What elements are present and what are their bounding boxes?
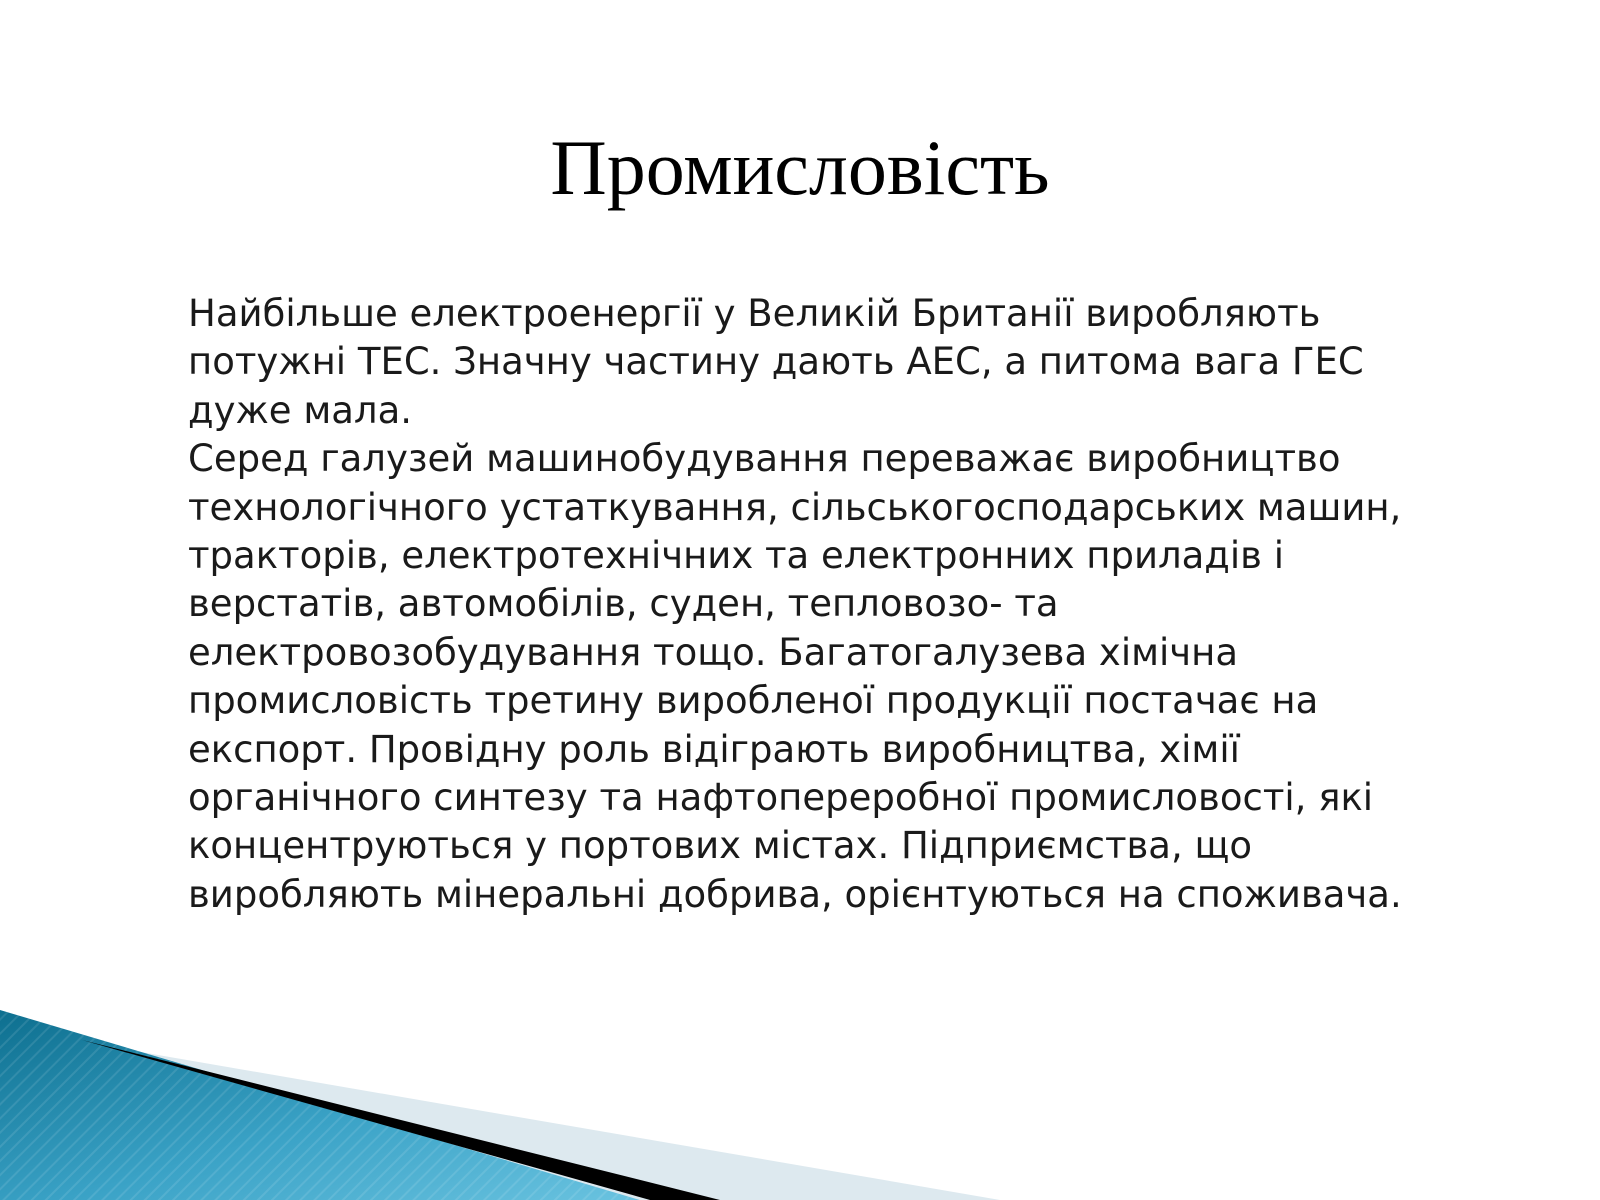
body-line: промисловість третину виробленої продукції постачає на	[188, 679, 1319, 723]
body-line: Серед галузей машинобудування переважає виробництво	[188, 437, 1341, 481]
body-line: верстатів, автомобілів, суден, тепловозо- та	[188, 582, 1059, 626]
slide-body	[188, 290, 1448, 919]
body-line: експорт. Провідну роль відіграють виробництва, хімії	[188, 727, 1240, 771]
body-line: концентруються у портових містах. Підприємства, що	[188, 824, 1252, 868]
body-line: електровозобудування тощо. Багатогалузева хімічна	[188, 630, 1239, 674]
body-line: тракторів, електротехнічних та електронних приладів і	[188, 534, 1285, 578]
body-line: потужні ТЕС. Значну частину дають АЕС, а питома вага ГЕС	[188, 340, 1364, 384]
body-line: технологічного устаткування, сільськогосподарських машин,	[188, 485, 1402, 529]
body-line: органічного синтезу та нафтопереробної промисловості, які	[188, 776, 1374, 820]
body-line: дуже мала.	[188, 388, 413, 432]
slide-title: Промисловість	[550, 124, 1050, 211]
body-line: виробляють мінеральні добрива, орієнтуються на споживача.	[188, 872, 1402, 916]
body-line: Найбільше електроенергії у Великій Британії виробляють	[188, 292, 1321, 335]
